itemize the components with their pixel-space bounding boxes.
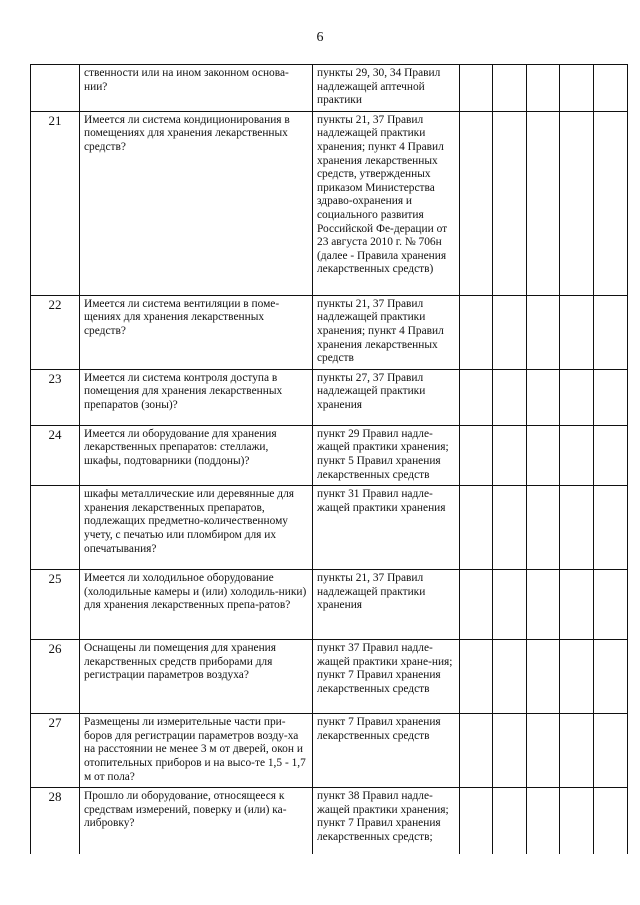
check-cell [460, 486, 493, 570]
check-cell [527, 425, 560, 485]
check-cell [460, 425, 493, 485]
check-cell [493, 111, 527, 295]
row-number: 23 [31, 369, 80, 425]
check-cell [460, 111, 493, 295]
reference-text: пункт 37 Правил надле-жащей практики хране-ния; пункт 7 Правил хранения лекарственных средств [313, 640, 460, 714]
check-cell [594, 486, 628, 570]
check-cell [560, 788, 594, 854]
page-number: 6 [316, 30, 324, 45]
check-cell [560, 295, 594, 369]
check-cell [493, 369, 527, 425]
check-cell [560, 369, 594, 425]
check-cell [560, 570, 594, 640]
row-number: 28 [31, 788, 80, 854]
check-cell [460, 570, 493, 640]
checklist-table [30, 64, 628, 854]
check-cell [527, 570, 560, 640]
question-text: Имеется ли система контроля доступа в помещения для хранения лекарственных препаратов (зоны)? [80, 369, 313, 425]
check-cell [527, 714, 560, 788]
question-text: Имеется ли холодильное оборудование (холодильные камеры и (или) холодиль-ники) для хранения лекарственных препа-ратов? [80, 570, 313, 640]
check-cell [493, 788, 527, 854]
reference-text: пункты 27, 37 Правил надлежащей практики хранения [313, 369, 460, 425]
row-number [31, 65, 80, 112]
table-row [31, 486, 628, 570]
check-cell [594, 111, 628, 295]
check-cell [594, 295, 628, 369]
reference-text: пункты 21, 37 Правил надлежащей практики хранения; пункт 4 Правил хранения лекарственных средств, утвержденных приказом Министерства здраво-охранения и социального развития Российской Фе-дерации от 23 августа 2010 г. № 706н (далее - Правила хранения лекарственных средств) [313, 111, 460, 295]
question-text: Оснащены ли помещения для хранения лекарственных средств приборами для регистрации параметров воздуха? [80, 640, 313, 714]
check-cell [594, 788, 628, 854]
check-cell [527, 640, 560, 714]
check-cell [460, 65, 493, 112]
check-cell [560, 111, 594, 295]
question-text: Имеется ли система вентиляции в поме-щениях для хранения лекарственных средств? [80, 295, 313, 369]
table-row [31, 425, 628, 485]
check-cell [560, 486, 594, 570]
question-text: Размещены ли измерительные части при-боров для регистрации параметров возду-ха на расстоянии не менее 3 м от дверей, окон и отопительных приборов и на высо-те 1,5 - 1,7 м от пола? [80, 714, 313, 788]
check-cell [594, 570, 628, 640]
check-cell [594, 714, 628, 788]
question-text: шкафы металлические или деревянные для хранения лекарственных препаратов, подлежащих предметно-количественному учету, с печатью или пломбиром для их опечатывания? [80, 486, 313, 570]
check-cell [560, 65, 594, 112]
check-cell [460, 714, 493, 788]
table-row [31, 295, 628, 369]
check-cell [594, 425, 628, 485]
check-cell [493, 295, 527, 369]
check-cell [560, 640, 594, 714]
check-cell [460, 640, 493, 714]
reference-text: пункт 38 Правил надле-жащей практики хранения; пункт 7 Правил хранения лекарственных средств; [313, 788, 460, 854]
check-cell [594, 640, 628, 714]
reference-text: пункты 21, 37 Правил надлежащей практики хранения; пункт 4 Правил хранения лекарственных средств [313, 295, 460, 369]
check-cell [527, 369, 560, 425]
table-row [31, 714, 628, 788]
row-number: 27 [31, 714, 80, 788]
table-row [31, 65, 628, 112]
reference-text: пункт 7 Правил хранения лекарственных средств [313, 714, 460, 788]
check-cell [460, 295, 493, 369]
check-cell [527, 65, 560, 112]
reference-text: пункты 21, 37 Правил надлежащей практики хранения [313, 570, 460, 640]
row-number: 25 [31, 570, 80, 640]
check-cell [493, 640, 527, 714]
row-number: 21 [31, 111, 80, 295]
table-row [31, 788, 628, 854]
check-cell [527, 486, 560, 570]
row-number: 22 [31, 295, 80, 369]
check-cell [527, 788, 560, 854]
table-row [31, 369, 628, 425]
check-cell [560, 714, 594, 788]
check-cell [460, 788, 493, 854]
row-number: 24 [31, 425, 80, 485]
check-cell [493, 65, 527, 112]
table-row [31, 640, 628, 714]
question-text: Прошло ли оборудование, относящееся к средствам измерений, поверку и (или) ка-либровку? [80, 788, 313, 854]
check-cell [493, 714, 527, 788]
reference-text: пункт 29 Правил надле-жащей практики хранения; пункт 5 Правил хранения лекарственных средств [313, 425, 460, 485]
question-text: ственности или на ином законном основа-нии? [80, 65, 313, 112]
reference-text: пункты 29, 30, 34 Правил надлежащей аптечной практики [313, 65, 460, 112]
check-cell [493, 425, 527, 485]
check-cell [460, 369, 493, 425]
table-row [31, 570, 628, 640]
check-cell [527, 111, 560, 295]
check-cell [594, 65, 628, 112]
question-text: Имеется ли система кондиционирования в помещениях для хранения лекарственных средств? [80, 111, 313, 295]
table-row [31, 111, 628, 295]
question-text: Имеется ли оборудование для хранения лекарственных препаратов: стеллажи, шкафы, подтоварники (поддоны)? [80, 425, 313, 485]
check-cell [493, 486, 527, 570]
check-cell [493, 570, 527, 640]
reference-text: пункт 31 Правил надле-жащей практики хранения [313, 486, 460, 570]
row-number: 26 [31, 640, 80, 714]
check-cell [527, 295, 560, 369]
check-cell [594, 369, 628, 425]
check-cell [560, 425, 594, 485]
row-number [31, 486, 80, 570]
